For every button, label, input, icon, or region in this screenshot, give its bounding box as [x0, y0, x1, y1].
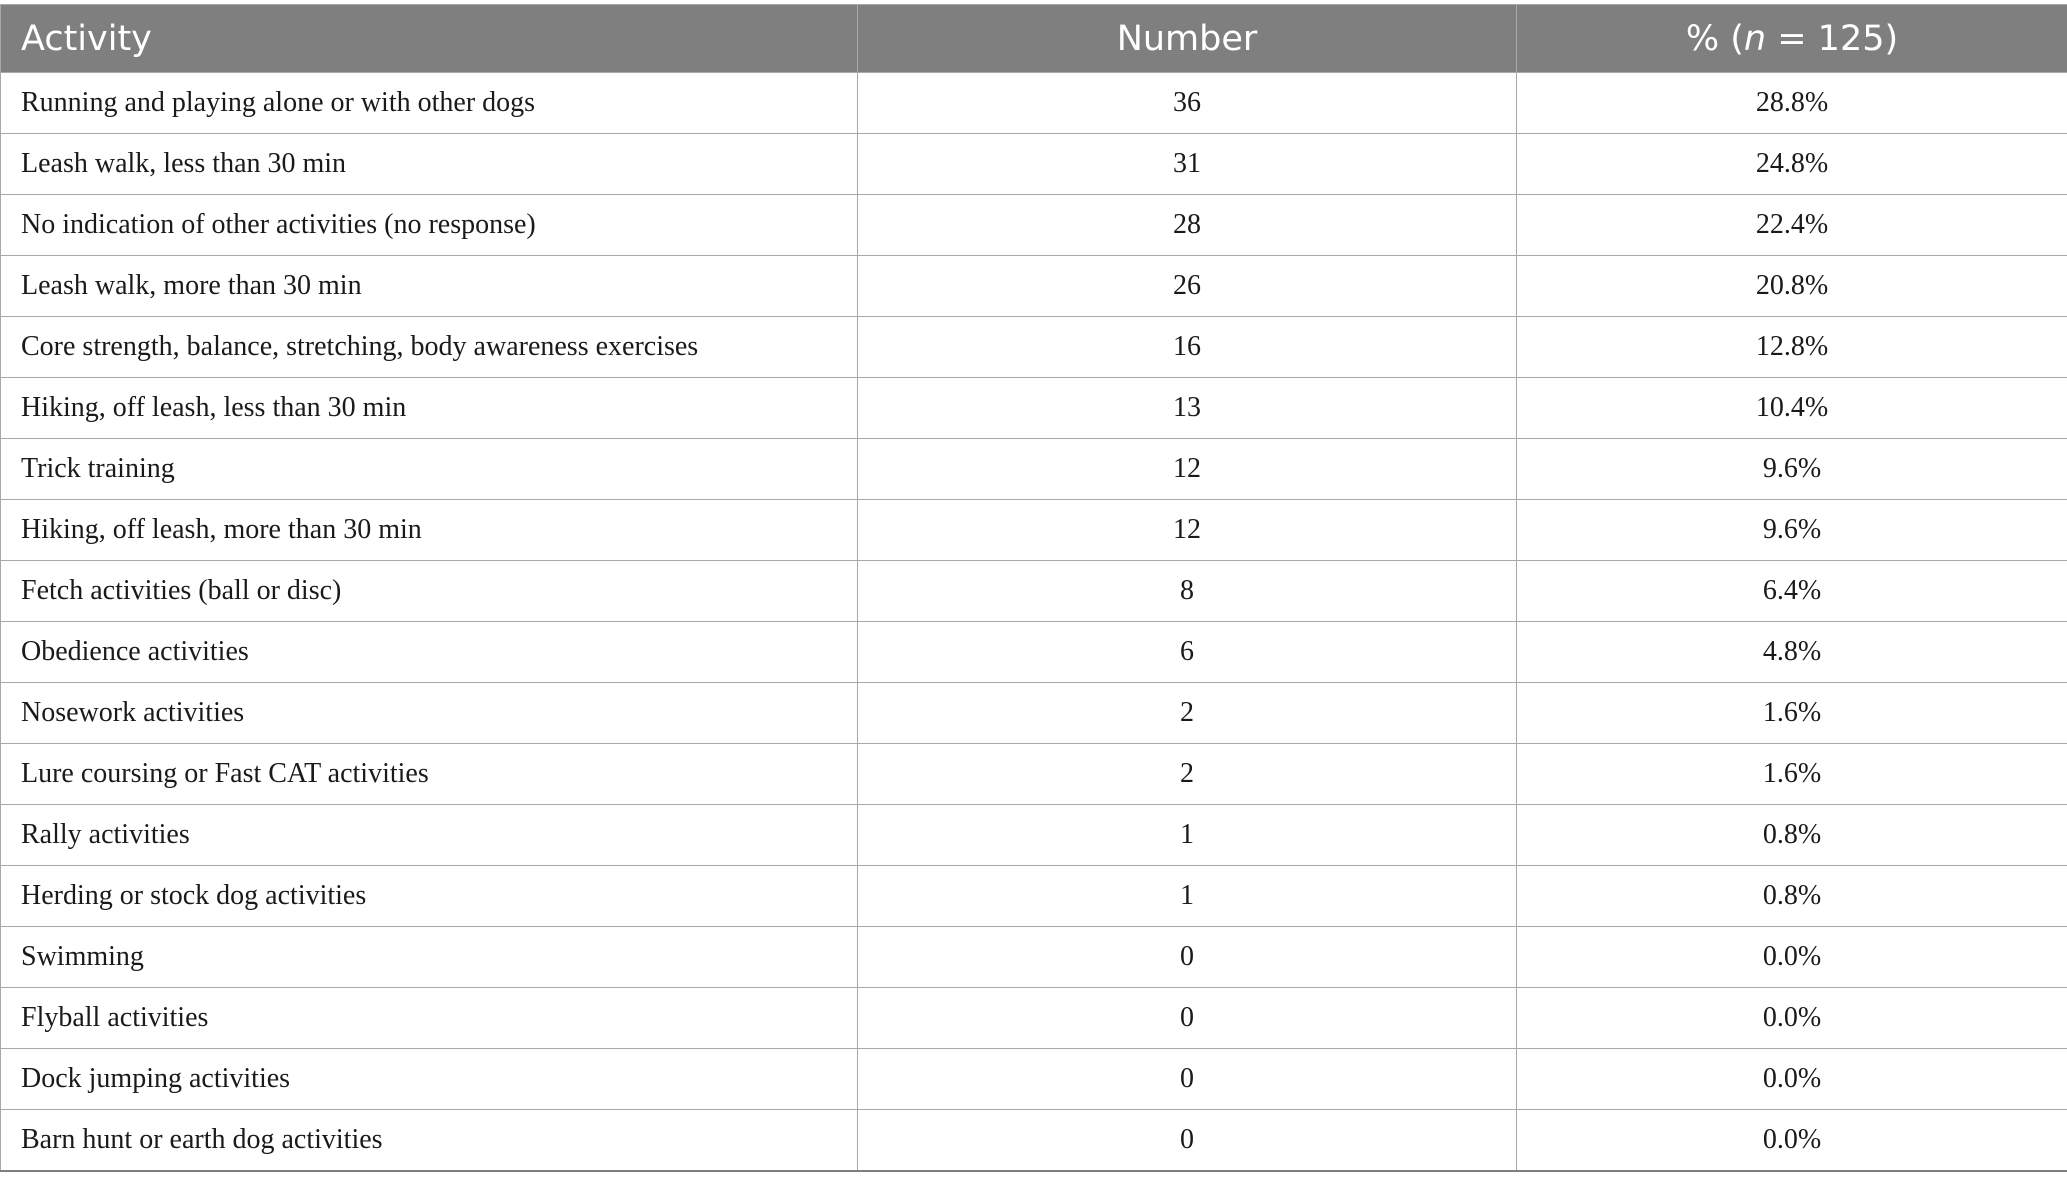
table-row: [1, 988, 2067, 1049]
table-row: [1, 744, 2067, 805]
table-row: [1, 500, 2067, 561]
number-cell: 12: [858, 500, 1517, 561]
number-cell: 16: [858, 317, 1517, 378]
percent-cell: 1.6%: [1517, 744, 2067, 805]
table-body: [1, 73, 2067, 1172]
percent-cell: 9.6%: [1517, 500, 2067, 561]
number-cell: 12: [858, 439, 1517, 500]
table-row: [1, 378, 2067, 439]
activity-cell: Running and playing alone or with other dogs: [1, 73, 858, 134]
number-cell: 6: [858, 622, 1517, 683]
percent-cell: 9.6%: [1517, 439, 2067, 500]
number-cell: 1: [858, 866, 1517, 927]
table-row: [1, 866, 2067, 927]
table-row: [1, 561, 2067, 622]
table-row: [1, 1049, 2067, 1110]
percent-cell: 0.0%: [1517, 988, 2067, 1049]
number-cell: 31: [858, 134, 1517, 195]
activity-cell: Leash walk, more than 30 min: [1, 256, 858, 317]
percent-cell: 0.8%: [1517, 866, 2067, 927]
table-row: [1, 73, 2067, 134]
percent-cell: 0.0%: [1517, 1110, 2067, 1172]
table-row: [1, 805, 2067, 866]
number-cell: 0: [858, 988, 1517, 1049]
header-number: Number: [858, 5, 1517, 73]
table-row: [1, 317, 2067, 378]
activity-cell: Core strength, balance, stretching, body awareness exercises: [1, 317, 858, 378]
percent-cell: 0.8%: [1517, 805, 2067, 866]
activity-table: [0, 4, 2067, 1172]
activity-cell: Nosework activities: [1, 683, 858, 744]
activity-cell: Barn hunt or earth dog activities: [1, 1110, 858, 1172]
activity-cell: Hiking, off leash, less than 30 min: [1, 378, 858, 439]
percent-cell: 20.8%: [1517, 256, 2067, 317]
header-percent-suffix: = 125): [1766, 18, 1899, 59]
header-row: [1, 5, 2067, 73]
activity-cell: Hiking, off leash, more than 30 min: [1, 500, 858, 561]
percent-cell: 12.8%: [1517, 317, 2067, 378]
number-cell: 36: [858, 73, 1517, 134]
percent-cell: 6.4%: [1517, 561, 2067, 622]
header-percent: [1517, 5, 2067, 73]
percent-cell: 22.4%: [1517, 195, 2067, 256]
percent-cell: 1.6%: [1517, 683, 2067, 744]
table-row: [1, 1110, 2067, 1172]
activity-cell: Flyball activities: [1, 988, 858, 1049]
activity-cell: Trick training: [1, 439, 858, 500]
activity-cell: Dock jumping activities: [1, 1049, 858, 1110]
table-row: [1, 195, 2067, 256]
table-row: [1, 927, 2067, 988]
activity-cell: Rally activities: [1, 805, 858, 866]
table-row: [1, 683, 2067, 744]
number-cell: 0: [858, 1110, 1517, 1172]
percent-cell: 24.8%: [1517, 134, 2067, 195]
percent-cell: 10.4%: [1517, 378, 2067, 439]
activity-table-container: [0, 4, 2067, 1172]
activity-cell: Herding or stock dog activities: [1, 866, 858, 927]
number-cell: 0: [858, 927, 1517, 988]
header-activity: Activity: [1, 5, 858, 73]
number-cell: 13: [858, 378, 1517, 439]
activity-cell: Swimming: [1, 927, 858, 988]
percent-cell: 28.8%: [1517, 73, 2067, 134]
table-row: [1, 439, 2067, 500]
number-cell: 28: [858, 195, 1517, 256]
number-cell: 1: [858, 805, 1517, 866]
number-cell: 2: [858, 744, 1517, 805]
percent-cell: 0.0%: [1517, 927, 2067, 988]
number-cell: 2: [858, 683, 1517, 744]
number-cell: 0: [858, 1049, 1517, 1110]
header-percent-prefix: % (: [1685, 18, 1744, 59]
activity-cell: Fetch activities (ball or disc): [1, 561, 858, 622]
activity-cell: Obedience activities: [1, 622, 858, 683]
activity-cell: Lure coursing or Fast CAT activities: [1, 744, 858, 805]
table-row: [1, 134, 2067, 195]
table-row: [1, 256, 2067, 317]
number-cell: 26: [858, 256, 1517, 317]
header-percent-n: n: [1743, 18, 1767, 59]
percent-cell: 0.0%: [1517, 1049, 2067, 1110]
activity-cell: Leash walk, less than 30 min: [1, 134, 858, 195]
percent-cell: 4.8%: [1517, 622, 2067, 683]
table-row: [1, 622, 2067, 683]
activity-cell: No indication of other activities (no response): [1, 195, 858, 256]
table-header: [1, 5, 2067, 73]
number-cell: 8: [858, 561, 1517, 622]
